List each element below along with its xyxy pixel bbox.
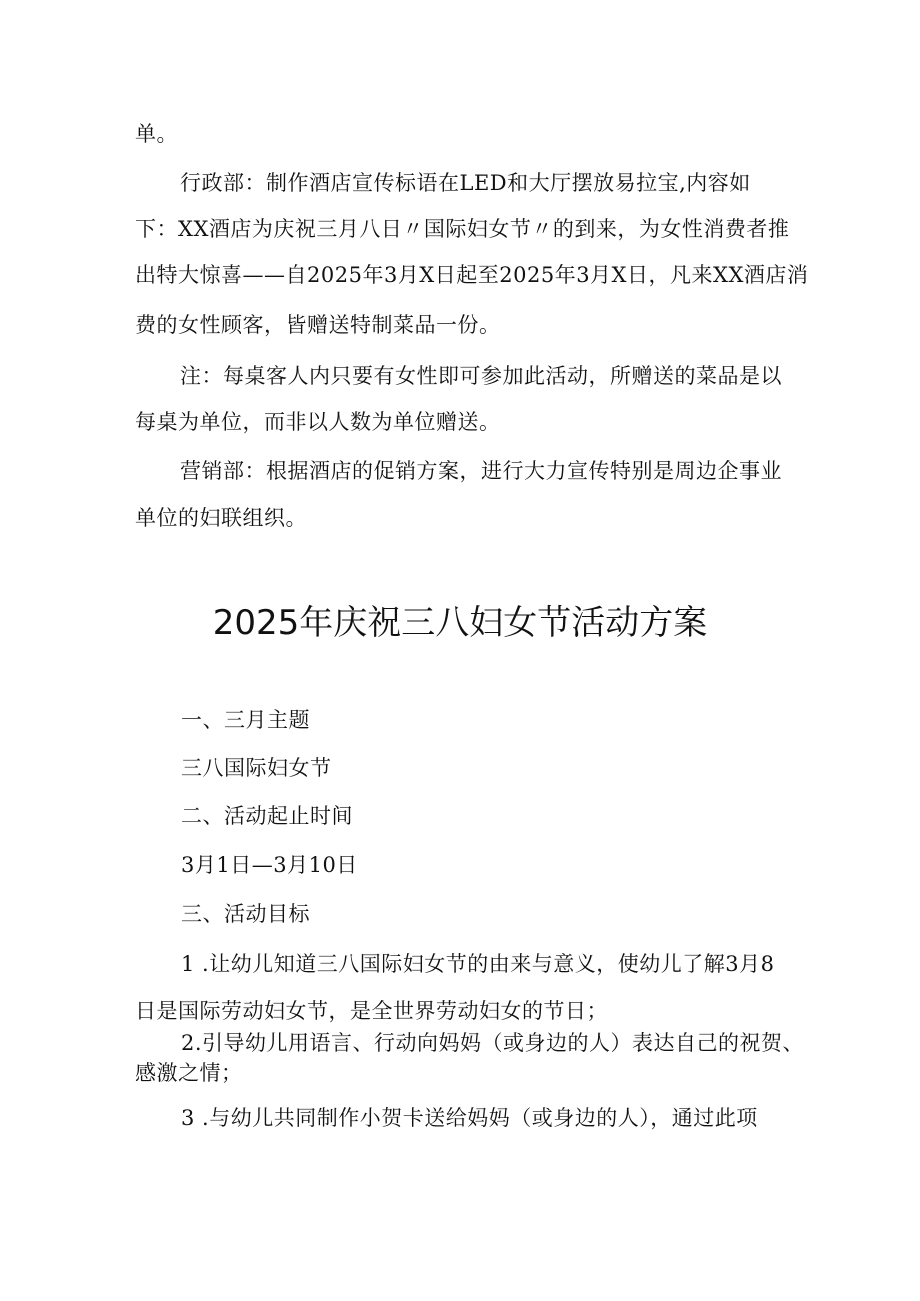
document-title: 2025年庆祝三八妇女节活动方案 <box>212 603 708 643</box>
goal-line: 1 .让幼儿知道三八国际妇女节的由来与意义，使幼儿了解3月8 <box>181 952 775 976</box>
admin-paragraph-line: 出特大惊喜——自2025年3月X日起至2025年3月X日，凡来XX酒店消 <box>135 263 809 287</box>
goal-line: 日是国际劳动妇女节，是全世界劳动妇女的节日； <box>135 999 608 1023</box>
section-text: 三八国际妇女节 <box>181 756 332 780</box>
goal-line: 感激之情； <box>135 1061 243 1085</box>
note-paragraph-line: 每桌为单位，而非以人数为单位赠送。 <box>135 410 501 434</box>
paragraph-line: 单。 <box>135 122 178 146</box>
admin-paragraph-line: 下：XX酒店为庆祝三月八日〃国际妇女节〃的到来，为女性消费者推 <box>135 217 790 241</box>
section-heading: 三、活动目标 <box>181 902 310 926</box>
section-heading: 一、三月主题 <box>181 708 310 732</box>
marketing-paragraph-line: 单位的妇联组织。 <box>135 506 307 530</box>
admin-paragraph-line: 行政部：制作酒店宣传标语在LED和大厅摆放易拉宝,内容如 <box>180 171 751 195</box>
admin-paragraph-line: 费的女性顾客，皆赠送特制菜品一份。 <box>135 313 501 337</box>
note-paragraph-line: 注：每桌客人内只要有女性即可参加此活动，所赠送的菜品是以 <box>180 364 782 388</box>
section-text: 3月1日—3月10日 <box>181 853 358 877</box>
marketing-paragraph-line: 营销部：根据酒店的促销方案，进行大力宣传特别是周边企事业 <box>180 459 782 483</box>
goal-line: 3 .与幼儿共同制作小贺卡送给妈妈（或身边的人），通过此项 <box>181 1106 758 1130</box>
goal-line: 2.引导幼儿用语言、行动向妈妈（或身边的人）表达自己的祝贺、 <box>181 1031 805 1055</box>
section-heading: 二、活动起止时间 <box>181 804 353 828</box>
